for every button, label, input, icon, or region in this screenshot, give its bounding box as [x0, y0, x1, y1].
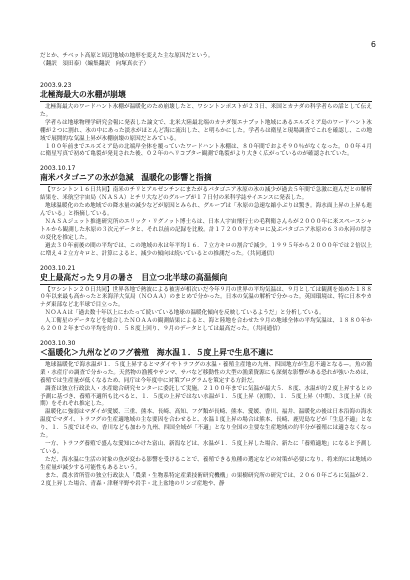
- article-date: 2003.9.23: [40, 82, 72, 89]
- article: [40, 340, 372, 489]
- article-paragraph: 一方、トラフグ養殖で盛んな愛知にかけた富山、新潟などは、水温が１．５度上昇した場合、新たに「養殖適地」になると予測している。: [40, 441, 372, 455]
- article: [40, 165, 372, 258]
- article-paragraph: ＮＯＡＡは「過去数十年以上にわたって続いている地球の温暖化傾向を反映しているようだ」と分析している。: [45, 310, 325, 317]
- article-paragraph: １００年前までエルズミア島の北端岸全体を覆っていたワードハント氷棚は、８０年間でおよそ９０％がなくなった。００年４月に衛星写真で初めて亀裂が発見された後、０２年のヘリコプター観測で亀裂がより大きく広がっているのが確認されていた。: [40, 143, 372, 158]
- article-date: 2003.10.17: [40, 165, 76, 173]
- article-paragraph: 調査は独立行政法人・水産総合研究センターに委託して実施。２１００年までに気温が最大５．８度、水温が約２度上昇するとの予測に基づき、養殖不適所も比べると、１．５度の上昇ではない水温が１．５度上昇（初期）、１．５度上昇（中期）、３度上昇（長期）をそれぞれ推定した。: [40, 385, 372, 408]
- intro-line: だとか、チベット高原と周辺地域の地形を変えた主な原因だという。: [40, 53, 214, 59]
- article-paragraph: ただ、海水温に生活の対象の魚が変わる影響を受けることで、養殖できる魚種の選定などの対策が必要になり、将来的には地域の生産量が減少する可能性もあるという。: [40, 456, 372, 471]
- article: [40, 82, 372, 159]
- article-headline: 北極海最大の氷棚が崩壊: [40, 90, 372, 102]
- article-paragraph: また、農水省所管の独立行政法人「農業・生物系特定産業技術研究機構」の果樹研究所の研究では、２０６０年ごろに気温が２．２度上昇した場合、青森・津軽平野や岩手・北上盆地のリンゴ産地や、静: [40, 472, 372, 487]
- article-paragraph: 【ワシントン２０日共同】世界各地で熱波による被害が相次いだ今年９月の世界の平均気温は、９月としては観測を始めた１８８０年以来最も高かったと米海洋大気局（ＮＯＡＡ）のまとめで分かった。日本の気温の解析で分かった。英国環境は、特に日本やカナダ東部など北半球で目立った。: [40, 286, 372, 309]
- article-paragraph: 温暖化に強弱はマダイが愛媛、三重、熊本、長崎、高知、フグ類が長崎、熊本、愛媛、香川、福井、温暖化の後は日本沿海の海水温度でマダイ、トラフグの生産適地域の主な要因を合わせると、水温１度上昇の場合は熊本、長崎、鹿児島などが「生息不適」となり、１．５度ではその、香川なども加わり九州、四国全域が「不適」となり全国の主要な生産地域の約半分が養殖には適さなくなった。: [40, 409, 372, 440]
- article-paragraph: 過去３０年前後の間の平均では、この地域の氷は年平均１６．７立方キロの割合で減少。１９９５年から２０００年では２倍以上に増え４２立方キロと、計算によると、減少の傾向は続いているとの推測だった。（共同通信）: [40, 242, 372, 257]
- article-headline: ＜温暖化＞九州などのフグ養殖 海水温１．５度上昇で生息不適に: [40, 348, 372, 360]
- article-paragraph: 北極海最大のワードハント氷棚が温暖化のため崩壊したと、ワシントンポストが２３日、米国とカナダの科学者らの話として伝えた。: [40, 104, 372, 118]
- intro-credit: （翻訳 須田泰）（編集翻訳 向塚真衣子）: [40, 61, 150, 67]
- article: [40, 265, 372, 334]
- article-date: 2003.10.21: [40, 264, 76, 272]
- article-paragraph: 【ワシントン１６日共同】南米のチリとアルゼンチンにまたがるパタゴニア氷原の氷の減少が過去５年間で急激に進んだとの解析結果を、米航空宇宙局（ＮＡＳＡ）とチリ大などのグループが１７日付の米科学誌サイエンスに発表した。: [40, 187, 372, 202]
- article-headline: 南米パタゴニアの氷が急減 温暖化の影響と指摘: [40, 173, 372, 185]
- article-paragraph: 地球温暖化で海水温が１．５度上昇するとマダイやトラフグの水温・養殖主産地の九州、四国地方が生息不適となる—。魚の漁業・水産庁の調査で分かった。天然物の漁獲やサンマ、サバなど移動性の大型の漁業資源にも深刻な影響がある恐れが強いためは、養殖では生産量が低くなるため、同庁は今年度中に対策プログラムを策定する方針だ。: [40, 361, 372, 384]
- articles-list: [40, 80, 372, 494]
- article-paragraph: ＮＡＳＡジェット推進研究所のエリック・リグノット博士らは、日本人宇宙飛行士の毛利衛さんらが２０００年に米スペースシャトルから観測した氷原の３次元データと、それ以前の記録を比較。計１７２００平方キロに及ぶパタゴニア氷原の６３の氷河の厚さの変化を推定した。: [40, 218, 372, 241]
- intro-section: [40, 52, 372, 68]
- article-date: 2003.10.30: [40, 339, 76, 347]
- article-paragraph: 学者らは地球物理学研究会報に発表した論文で、北米大陸最北端のカナダ領エナプット地域にあるエルズミア島のワードハント氷棚が２つに割れ、氷の中にあった淡水がほとんど海に流出した、と明らかにした。学者らは衛星と現場調査でこれを確認し、この地域で展開的な気温上昇が氷棚崩壊の原因だとみている。: [40, 119, 372, 142]
- article-headline: 史上最高だった９月の暑さ 目立つ北半球の高温傾向: [40, 273, 372, 285]
- article-paragraph: 地球温暖化のため地域での降水量の減少などが原因とみられ、グループは「氷原の急速な縮小ぶりは驚き。海水面上昇の上昇も進んでいる」と指摘している。: [40, 203, 372, 218]
- page-number: 6: [370, 40, 376, 49]
- article-paragraph: 人工衛星のデータなどを総合したＮＯＡＡの観測結果によると、海と陸地を合わせた９月の地球全体の平均気温は、１８８０年から２００２年までの平均を約０．５８度上回り、９月のデータとしては最高だった。（共同通信）: [40, 318, 372, 333]
